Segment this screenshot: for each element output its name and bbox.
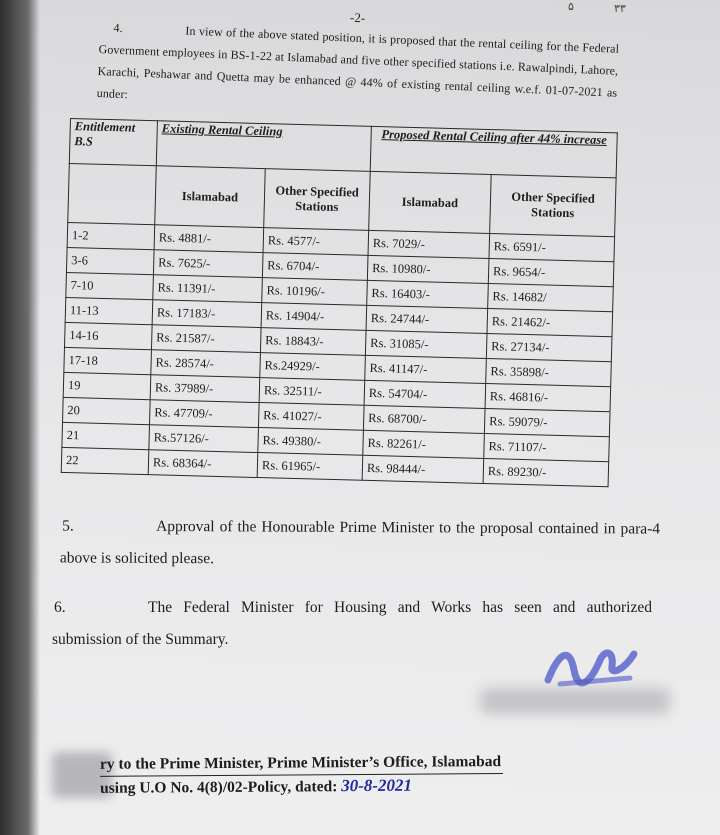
table-cell-e-other: Rs. 61965/- xyxy=(257,453,363,481)
table-cell-bs: 20 xyxy=(63,397,151,424)
table-cell-e-isb: Rs. 37989/- xyxy=(150,375,260,403)
table-cell-e-other: Rs.24929/- xyxy=(260,353,366,381)
table-cell-p-other: Rs. 89230/- xyxy=(483,458,609,486)
table-cell-e-other: Rs. 18843/- xyxy=(260,328,366,356)
table-cell-p-isb: Rs. 31085/- xyxy=(365,330,487,358)
table-cell-e-isb: Rs. 47709/- xyxy=(149,400,259,428)
table-cell-p-other: Rs. 35898/- xyxy=(486,358,612,386)
subheader-cell: Islamabad xyxy=(369,171,492,233)
table-body xyxy=(61,222,614,486)
subheader-cell: Other Specified Stations xyxy=(490,175,617,237)
table-cell-p-isb: Rs. 7029/- xyxy=(368,230,490,258)
footer-date: 30-8-2021 xyxy=(341,775,413,796)
paragraph-text: Approval of the Honourable Prime Minister to the proposal contained in para-4 above is solicited please. xyxy=(59,517,661,568)
table-cell-p-isb: Rs. 54704/- xyxy=(364,380,486,408)
existing-ceiling-header: Existing Rental Ceiling xyxy=(156,121,371,172)
table-cell-p-isb: Rs. 98444/- xyxy=(362,455,484,483)
paragraph-5 xyxy=(60,510,660,577)
table-cell-bs: 1-2 xyxy=(67,222,155,249)
table-cell-bs: 19 xyxy=(63,372,151,399)
footer-reference: using U.O No. 4(8)/02-Policy, dated: xyxy=(100,778,342,797)
table-cell-e-other: Rs. 4577/- xyxy=(263,228,369,256)
table-cell-bs: 17-18 xyxy=(64,347,152,374)
table-cell-e-isb: Rs. 11391/- xyxy=(153,275,263,303)
corner-mark: ۵ xyxy=(568,1,574,13)
subheader-blank xyxy=(68,163,157,224)
proposed-ceiling-header: Proposed Rental Ceiling after 44% increase xyxy=(370,126,617,177)
entitlement-header: Entitlement B.S xyxy=(69,119,157,166)
table-cell-bs: 11-13 xyxy=(65,297,153,324)
table-cell-p-other: Rs. 27134/- xyxy=(486,333,612,361)
paragraph-text: In view of the above stated position, it is proposed that the rental ceiling for the Federal Government employees in BS-1-22 at Islamabad and five other specified stations i.e. Rawalpindi, Lahore, Karachi, Peshawar and Quetta may be enhanced @ 44% of existing rental ceiling w.e.f. 01-07-2021 as under: xyxy=(96,23,620,102)
table-cell-e-other: Rs. 49380/- xyxy=(258,428,364,456)
table-cell-e-isb: Rs.57126/- xyxy=(149,425,259,453)
table-cell-p-other: Rs. 46816/- xyxy=(485,383,611,411)
table-cell-e-other: Rs. 14904/- xyxy=(261,303,367,331)
table-cell-p-other: Rs. 71107/- xyxy=(484,433,610,461)
table-cell-bs: 21 xyxy=(62,422,150,449)
footer-line-1: ry to the Prime Minister, Prime Minister’s Office, Islamabad xyxy=(100,751,503,777)
corner-mark: ۳۳ xyxy=(614,3,626,15)
table-cell-p-isb: Rs. 82261/- xyxy=(363,430,485,458)
table-cell-p-isb: Rs. 10980/- xyxy=(367,255,489,283)
table-cell-e-isb: Rs. 7625/- xyxy=(153,250,263,278)
paragraph-text: The Federal Minister for Housing and Works has seen and authorized submission of the Summary. xyxy=(52,599,652,648)
subheader-cell: Other Specified Stations xyxy=(264,169,371,231)
paragraph-number: 5. xyxy=(62,517,74,535)
table-cell-p-isb: Rs. 68700/- xyxy=(363,405,485,433)
table-cell-p-isb: Rs. 24744/- xyxy=(366,305,488,333)
page-number: -2- xyxy=(349,9,366,26)
table-cell-p-other: Rs. 14682/ xyxy=(488,284,614,312)
paragraph-number: 4. xyxy=(113,20,124,35)
table-cell-e-other: Rs. 6704/- xyxy=(262,253,368,281)
table-cell-p-isb: Rs. 41147/- xyxy=(365,355,487,383)
footer-line-2 xyxy=(100,773,620,800)
table-cell-bs: 3-6 xyxy=(66,247,154,274)
rental-ceiling-table xyxy=(61,118,618,487)
table-cell-bs: 22 xyxy=(61,447,149,474)
signature xyxy=(540,640,640,690)
table-cell-p-other: Rs. 21462/- xyxy=(487,308,613,336)
table-cell-bs: 7-10 xyxy=(66,272,154,299)
table-cell-p-other: Rs. 9654/- xyxy=(488,259,614,287)
table-cell-e-other: Rs. 10196/- xyxy=(262,278,368,306)
table-cell-e-isb: Rs. 17183/- xyxy=(152,300,262,328)
table-cell-p-isb: Rs. 16403/- xyxy=(367,280,489,308)
table-cell-e-other: Rs. 41027/- xyxy=(258,403,364,431)
table-cell-e-isb: Rs. 28574/- xyxy=(151,350,261,378)
table-cell-bs: 14-16 xyxy=(64,322,152,349)
table-cell-e-isb: Rs. 21587/- xyxy=(151,325,261,353)
table-cell-e-isb: Rs. 4881/- xyxy=(154,225,264,253)
subheader-cell: Islamabad xyxy=(155,166,266,228)
footer-block xyxy=(100,750,620,800)
redacted-name xyxy=(480,688,670,714)
table-cell-e-isb: Rs. 68364/- xyxy=(148,450,258,478)
paragraph-number: 6. xyxy=(54,599,66,616)
table-cell-e-other: Rs. 32511/- xyxy=(259,378,365,406)
table-cell-p-other: Rs. 59079/- xyxy=(484,408,610,436)
table-cell-p-other: Rs. 6591/- xyxy=(489,234,615,262)
paragraph-4 xyxy=(96,16,619,126)
